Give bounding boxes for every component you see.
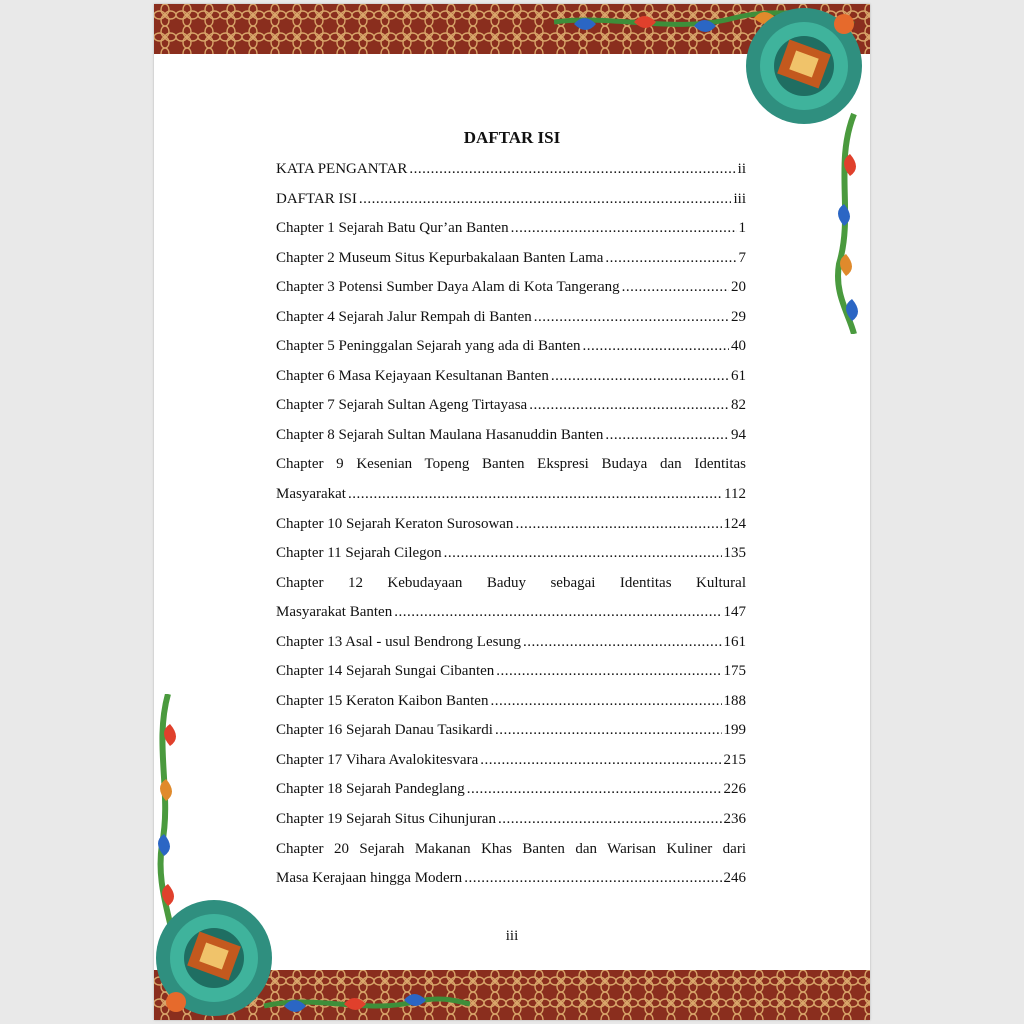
toc-dot-leader <box>583 332 730 362</box>
toc-entry-label: Chapter 3 Potensi Sumber Daya Alam di Kota Tangerang <box>276 279 620 296</box>
toc-entry[interactable] <box>276 510 746 540</box>
document-page <box>154 4 870 1020</box>
toc-entry-page: ii <box>737 161 746 177</box>
toc-entry-page: iii <box>733 190 746 207</box>
toc-dot-leader <box>523 628 722 658</box>
toc-entry-label: Chapter 2 Museum Situs Kepurbakalaan Banten Lama <box>276 249 604 266</box>
toc-entry-label: Chapter 5 Peninggalan Sejarah yang ada di Banten <box>276 338 581 355</box>
toc-entry-label: KATA PENGANTAR <box>276 161 408 177</box>
toc-dot-leader <box>409 155 735 185</box>
toc-entry-page: 94 <box>731 426 746 443</box>
toc-entry[interactable] <box>276 716 746 746</box>
toc-dot-leader <box>534 303 729 333</box>
toc-entry[interactable] <box>276 273 746 303</box>
toc-entry-label-line1: Chapter 12 Kebudayaan Baduy sebagai Identitas Kultural <box>276 574 746 591</box>
toc-dot-leader <box>490 687 721 717</box>
toc-entry-page: 20 <box>731 279 746 296</box>
toc-entry[interactable] <box>276 155 746 185</box>
toc-dot-leader <box>348 480 722 510</box>
toc-entry-label: Chapter 17 Vihara Avalokitesvara <box>276 751 479 768</box>
toc-entry-label: Chapter 4 Sejarah Jalur Rempah di Banten <box>276 308 532 325</box>
toc-entry-label: Masa Kerajaan hingga Modern <box>276 870 463 887</box>
toc-dot-leader <box>511 214 737 244</box>
toc-dot-leader <box>551 362 729 392</box>
toc-entry-label: Chapter 14 Sejarah Sungai Cibanten <box>276 663 495 680</box>
toc-entry-label-line1: Chapter 20 Sejarah Makanan Khas Banten dan Warisan Kuliner dari <box>276 840 746 857</box>
toc-dot-leader <box>480 746 721 776</box>
toc-entry-label: Chapter 13 Asal - usul Bendrong Lesung <box>276 633 521 650</box>
toc-entry-page: 61 <box>731 367 746 384</box>
toc-entry[interactable] <box>276 687 746 717</box>
toc-entry[interactable] <box>276 421 746 451</box>
toc-entry-page: 175 <box>723 663 746 680</box>
toc-entry-page: 188 <box>723 692 746 709</box>
toc-dot-leader <box>444 539 722 569</box>
toc-entry[interactable] <box>276 598 746 628</box>
toc-entry-line <box>276 450 746 480</box>
toc-entry-page: 199 <box>723 722 746 739</box>
toc-entry-label: Chapter 16 Sejarah Danau Tasikardi <box>276 722 493 739</box>
toc-entry-label: DAFTAR ISI <box>276 190 357 207</box>
toc-entry[interactable] <box>276 628 746 658</box>
toc-entry-page: 161 <box>723 633 746 650</box>
toc-entry-page: 7 <box>738 249 746 266</box>
toc-dot-leader <box>394 598 721 628</box>
page-title: DAFTAR ISI <box>463 128 561 147</box>
toc-entry-label: Chapter 1 Sejarah Batu Qur’an Banten <box>276 220 509 237</box>
toc-entry-page: 147 <box>723 604 746 621</box>
page-number: iii <box>505 928 519 944</box>
toc-entry-page: 246 <box>723 870 746 887</box>
toc-entry[interactable] <box>276 775 746 805</box>
toc-entry-label: Chapter 18 Sejarah Pandeglang <box>276 781 465 798</box>
toc-entry-page: 226 <box>723 781 746 798</box>
toc-dot-leader <box>464 864 721 894</box>
toc-entry[interactable] <box>276 244 746 274</box>
toc-entry[interactable] <box>276 362 746 392</box>
toc-entry-page: 124 <box>723 515 746 532</box>
toc-dot-leader <box>496 657 721 687</box>
toc-entry-page: 112 <box>724 486 746 503</box>
toc-entry[interactable] <box>276 214 746 244</box>
toc-dot-leader <box>359 185 732 215</box>
toc-entry[interactable] <box>276 185 746 215</box>
toc-entry-label: Chapter 8 Sejarah Sultan Maulana Hasanuddin Banten <box>276 426 604 443</box>
toc-entry-page: 40 <box>731 338 746 355</box>
toc-entry-line <box>276 569 746 599</box>
toc-entry-page: 236 <box>723 811 746 828</box>
toc-dot-leader <box>498 805 722 835</box>
toc-entry[interactable] <box>276 303 746 333</box>
toc-entry[interactable] <box>276 480 746 510</box>
toc-entry-label: Chapter 11 Sejarah Cilegon <box>276 545 442 562</box>
toc-dot-leader <box>495 716 722 746</box>
toc-dot-leader <box>515 510 721 540</box>
toc-entry-label-line1: Chapter 9 Kesenian Topeng Banten Ekspresi Budaya dan Identitas <box>276 456 746 473</box>
toc-dot-leader <box>605 244 736 274</box>
toc-entry-label: Chapter 6 Masa Kejayaan Kesultanan Banten <box>276 367 549 384</box>
toc-dot-leader <box>467 775 722 805</box>
toc-entry[interactable] <box>276 391 746 421</box>
toc-dot-leader <box>529 391 729 421</box>
toc-entry-page: 82 <box>731 397 746 414</box>
toc-entry[interactable] <box>276 332 746 362</box>
toc-entry-page: 215 <box>723 751 746 768</box>
toc-entry-label: Masyarakat Banten <box>276 604 393 621</box>
toc-entry-label: Chapter 7 Sejarah Sultan Ageng Tirtayasa <box>276 397 528 414</box>
toc-entry[interactable] <box>276 864 746 894</box>
toc-entry[interactable] <box>276 805 746 835</box>
toc-entry[interactable] <box>276 746 746 776</box>
toc-entry-label: Masyarakat <box>276 486 346 503</box>
toc-entry-label: Chapter 10 Sejarah Keraton Surosowan <box>276 515 514 532</box>
table-of-contents <box>276 155 746 894</box>
toc-entry-page: 135 <box>723 545 746 562</box>
toc-entry[interactable] <box>276 657 746 687</box>
toc-entry-label: Chapter 19 Sejarah Situs Cihunjuran <box>276 811 496 828</box>
toc-entry-page: 29 <box>731 308 746 325</box>
toc-entry-line <box>276 835 746 865</box>
toc-entry[interactable] <box>276 539 746 569</box>
toc-dot-leader <box>605 421 729 451</box>
toc-dot-leader <box>622 273 729 303</box>
toc-entry-label: Chapter 15 Keraton Kaibon Banten <box>276 692 489 709</box>
toc-entry-page: 1 <box>738 220 746 237</box>
